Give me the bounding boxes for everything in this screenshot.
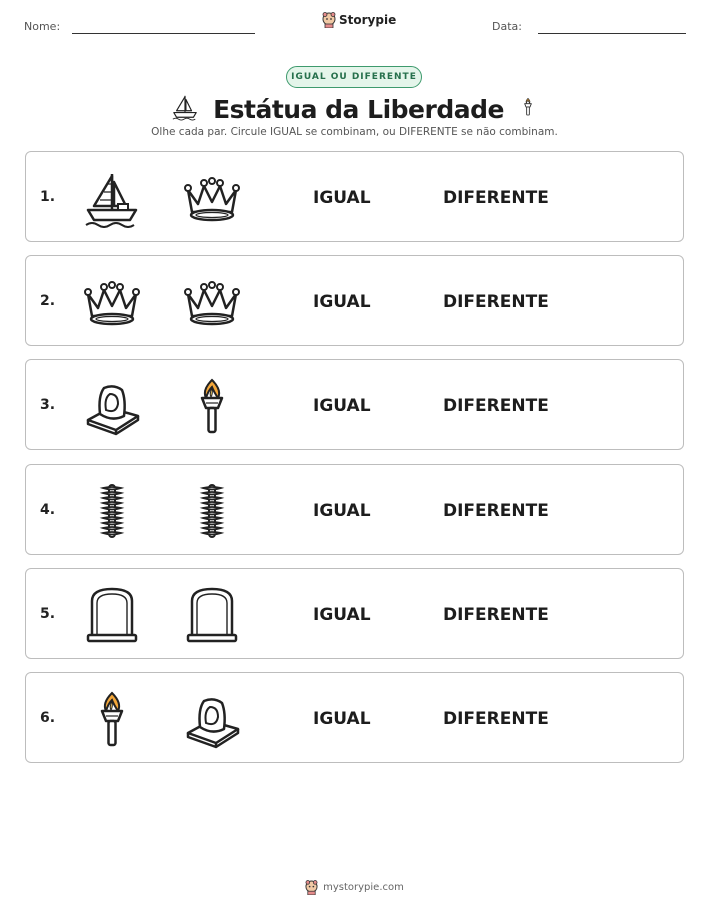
row-number: 6. <box>40 710 56 726</box>
exercise-row <box>25 359 684 450</box>
spine-icon <box>182 481 242 541</box>
pedestal-icon <box>82 376 142 436</box>
option-different[interactable]: DIFERENTE <box>443 709 549 729</box>
row-number: 1. <box>40 189 56 205</box>
name-line[interactable] <box>72 33 255 34</box>
mascot-icon <box>322 12 336 28</box>
crown-icon <box>182 168 242 228</box>
torch-icon <box>518 90 538 128</box>
brand-name: Storypie <box>339 13 397 27</box>
row-number: 4. <box>40 502 56 518</box>
mascot-icon <box>305 880 318 895</box>
option-different[interactable]: DIFERENTE <box>443 605 549 625</box>
option-different[interactable]: DIFERENTE <box>443 292 549 312</box>
exercise-row <box>25 568 684 659</box>
sailboat-icon <box>171 91 199 127</box>
option-different[interactable]: DIFERENTE <box>443 396 549 416</box>
crown-icon <box>82 272 142 332</box>
crown-icon <box>182 272 242 332</box>
sailboat-icon <box>82 168 142 228</box>
tablet-icon <box>82 585 142 645</box>
row-number: 2. <box>40 293 56 309</box>
exercise-row <box>25 151 684 242</box>
option-same[interactable]: IGUAL <box>313 396 371 416</box>
exercise-row <box>25 255 684 346</box>
title-row <box>0 90 709 128</box>
date-line[interactable] <box>538 33 686 34</box>
exercise-row <box>25 464 684 555</box>
brand-logo <box>322 12 396 28</box>
option-different[interactable]: DIFERENTE <box>443 188 549 208</box>
page-title: Estátua da Liberdade <box>213 94 504 124</box>
exercise-row <box>25 672 684 763</box>
spine-icon <box>82 481 142 541</box>
option-same[interactable]: IGUAL <box>313 188 371 208</box>
name-label: Nome: <box>24 20 61 33</box>
date-label: Data: <box>492 20 522 33</box>
pedestal-icon <box>182 689 242 749</box>
option-same[interactable]: IGUAL <box>313 605 371 625</box>
torch-icon <box>82 689 142 749</box>
option-same[interactable]: IGUAL <box>313 709 371 729</box>
torch-icon <box>182 376 242 436</box>
row-number: 5. <box>40 606 56 622</box>
footer-url[interactable]: mystorypie.com <box>323 882 404 893</box>
instructions-text: Olhe cada par. Circule IGUAL se combinam, ou DIFERENTE se não combinam. <box>151 126 558 138</box>
option-same[interactable]: IGUAL <box>313 501 371 521</box>
worksheet-type-badge: IGUAL OU DIFERENTE <box>286 66 422 88</box>
option-different[interactable]: DIFERENTE <box>443 501 549 521</box>
footer <box>0 880 709 895</box>
option-same[interactable]: IGUAL <box>313 292 371 312</box>
row-number: 3. <box>40 397 56 413</box>
tablet-icon <box>182 585 242 645</box>
